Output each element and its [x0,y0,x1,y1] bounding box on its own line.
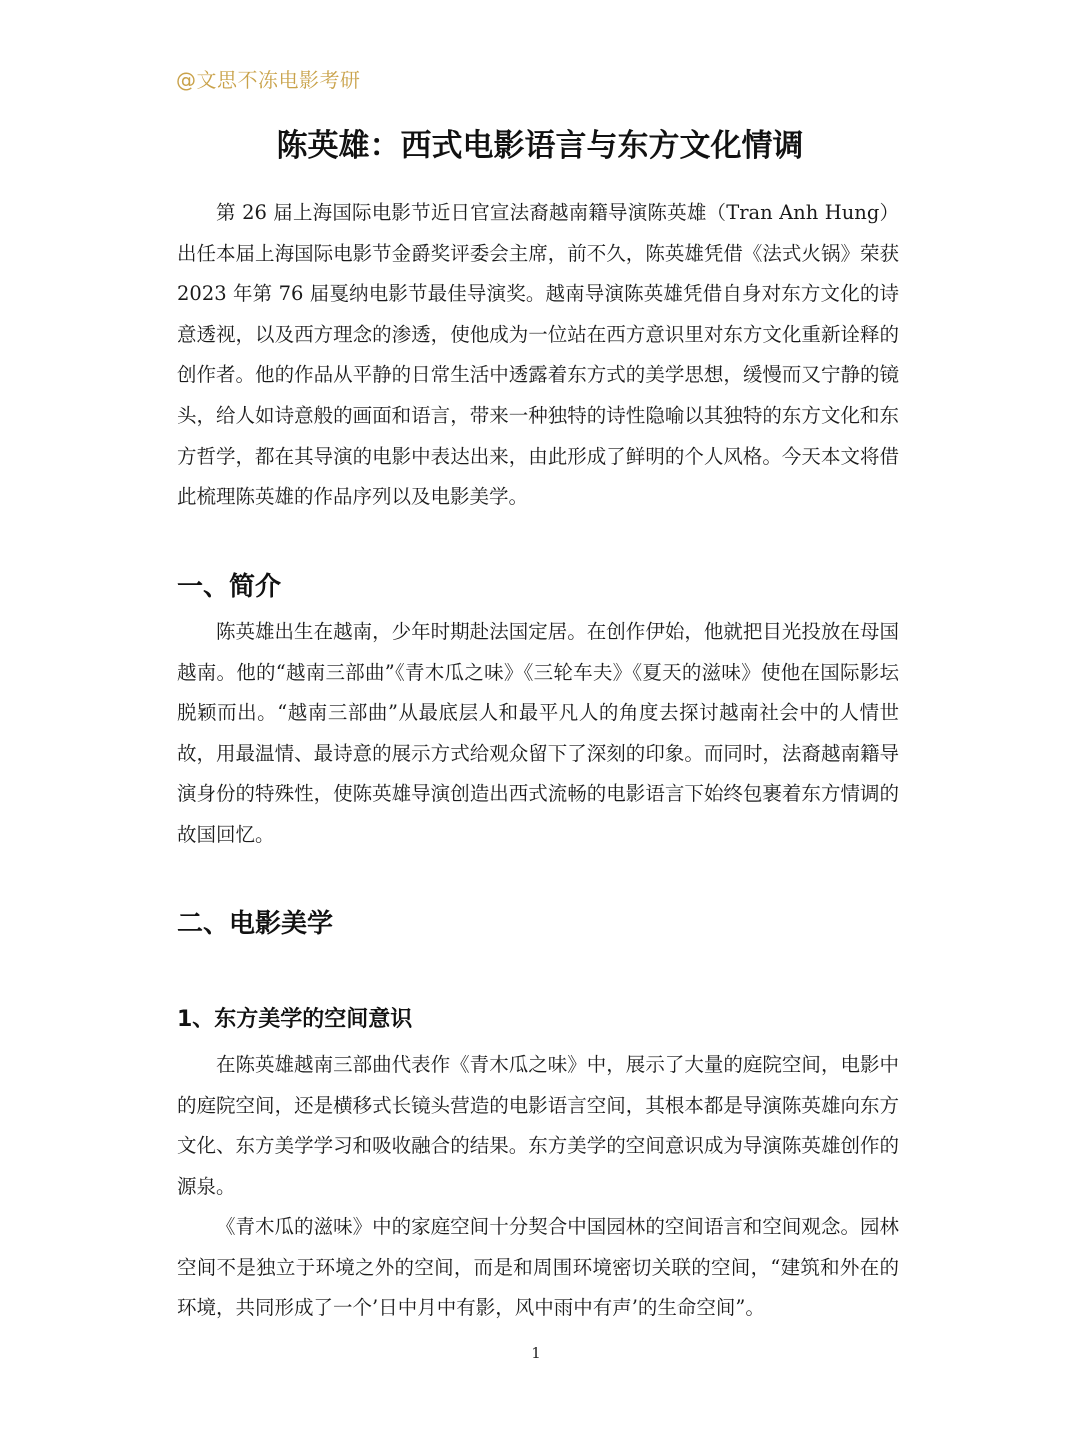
subsection1-paragraph-1: 在陈英雄越南三部曲代表作《青木瓜之味》中，展示了大量的庭院空间，电影中的庭院空间，还是横移式长镜头营造的电影语言空间，其根本都是导演陈英雄向东方文化、东方美学学习和吸收融合的结果。东方美学的空间意识成为导演陈英雄创作的源泉。 [177,1053,899,1198]
subsection1-paragraph-2: 《青木瓜的滋味》中的家庭空间十分契合中国园林的空间语言和空间观念。园林空间不是独立于环境之外的空间，而是和周围环境密切关联的空间，“建筑和外在的环境，共同形成了一个’日中月中有影，风中雨中有声’的生命空间”。 [177,1215,899,1320]
section-heading-intro: 一、简介 [177,572,282,602]
section-heading-aesthetics: 二、电影美学 [177,909,334,939]
article-title: 陈英雄：西式电影语言与东方文化情调 [276,128,804,164]
section1-paragraph: 陈英雄出生在越南，少年时期赴法国定居。在创作伊始，他就把目光投放在母国越南。他的“越南三部曲”《青木瓜之味》《三轮车夫》《夏天的滋味》使他在国际影坛脱颖而出。“越南三部曲”从最底层人和最平凡人的角度去探讨越南社会中的人情世故，用最温情、最诗意的展示方式给观众留下了深刻的印象。而同时，法裔越南籍导演身份的特殊性，使陈英雄导演创造出西式流畅的电影语言下始终包裹着东方情调的故国回忆。 [177,620,899,846]
intro-paragraph: 第 26 届上海国际电影节近日官宣法裔越南籍导演陈英雄（Tran Anh Hung）出任本届上海国际电影节金爵奖评委会主席，前不久，陈英雄凭借《法式火锅》荣获 2023 年第 76 届戛纳电影节最佳导演奖。越南导演陈英雄凭借自身对东方文化的诗意透视，以及西方理念的渗透，使他成为一位站在西方意识里对东方文化重新诠释的创作者。他的作品从平静的日常生活中透露着东方式的美学思想，缓慢而又宁静的镜头，给人如诗意般的画面和语言，带来一种独特的诗性隐喻以其独特的东方文化和东方哲学，都在其导演的电影中表达出来，由此形成了鲜明的个人风格。今天本文将借此梳理陈英雄的作品序列以及电影美学。 [177,201,899,509]
subsection-heading-space: 1、东方美学的空间意识 [177,1007,413,1032]
author-watermark: @文思不冻电影考研 [176,68,361,92]
page-number: 1 [531,1344,541,1362]
